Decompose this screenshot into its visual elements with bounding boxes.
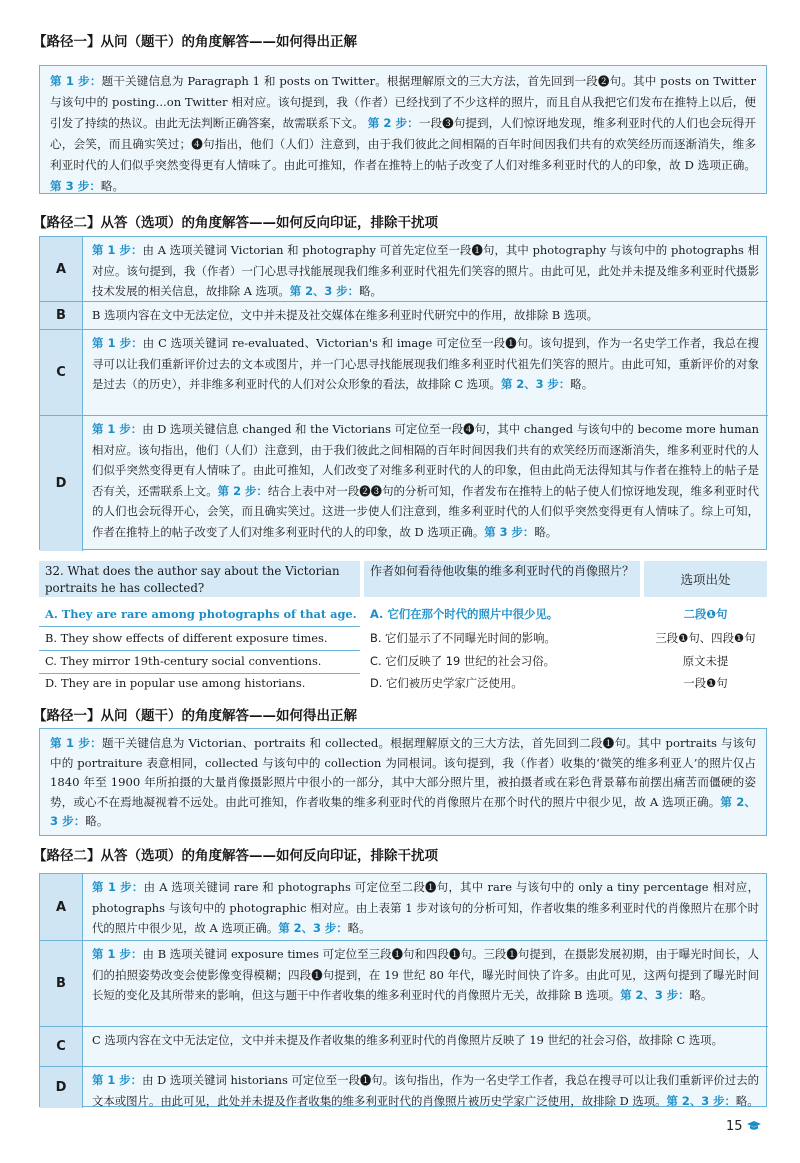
q32-table <box>39 561 767 694</box>
q32-question-zh: 作者如何看待他收集的维多利亚时代的肖像照片？ <box>364 561 640 597</box>
graduation-cap-icon <box>747 1121 761 1131</box>
q32-question: 32. What does the author say about the Victorian portraits he has collected? <box>39 561 360 597</box>
page-number: 15 <box>726 1119 743 1134</box>
section-heading-path1-q32: 【路径一】从问（题干）的角度解答——如何得出正解 <box>33 708 357 724</box>
section-heading-path2-q32: 【路径二】从答（选项）的角度解答——如何反向印证，排除干扰项 <box>33 848 438 864</box>
q32-row-c: C. They mirror 19th-century social conventions. C. 它们反映了 19 世纪的社会习俗。 原文未提 <box>45 654 729 668</box>
q32-path1-box <box>39 728 767 836</box>
q31-path1-box <box>39 65 767 194</box>
q31-path1-text: 第 1 步：题干关键信息为 Paragraph 1 和 posts on Twitter。根据理解原文的三大方法，首先回到一段❷句。其中 posts on Twitter 与该句中的 posting...on Twitter 相对应。该句提到，我（作者）已经找到了不少这样的照片，而且自从我把它们发布在推特上以后，便引发了持续的热议。由此无法判断正确答案，故需联系下文。 第 2 步：一段❸句提到，人们惊讶地发现，维多利亚时代的人们也会玩得开心，会笑，而且确实笑过；❹句指出，他们（人们）注意到，由于我们彼此之间相隔的百年时间因我们共有的欢笑经历而逐渐消失，维多利亚时代的人们似乎突然变得更有人情味了。由此可推知，作者在推特上的帖子改变了人们对维多利亚时代的人的印象，故 D 选项正确。第 3 步：略。 <box>50 74 757 193</box>
q31-option-c: C 第 1 步：由 C 选项关键词 re-evaluated、Victorian's 和 image 可定位至一段❶句。该句提到，作为一名史学工作者，我总在搜寻可以让我们重新评价过去的文本或图片，并一门心思寻找能展现我们维多利亚时代祖先们笑容的照片。由此可知，重新评价的对象是过去（的历史），并非维多利亚时代的人们对公众形象的看法，故排除 C 选项。第 2、3 步：略。 <box>40 329 768 415</box>
q31-options-box <box>39 236 767 550</box>
q32-path1-text: 第 1 步：题干关键信息为 Victorian、portraits 和 collected。根据理解原文的三大方法，首先回到二段❶句。其中 portraits 与该句中的 portraiture 表意相同，collected 与该句中的 collection 为同根词。该句提到，我（作者）收集的‘微笑的维多利亚人’的照片仅占 1840 年至 1900 年所拍摄的大量肖像摄影照片中很小的一部分，其中大部分照片里，被拍摄者或在彩色背景幕布前摆出痛苦而僵硬的姿势，或心不在焉地凝视着不远处。由此可推知，作者收集的维多利亚时代的肖像照片在那个时代的照片中很少见，故 A 选项正确。第 2、3 步：略。 <box>50 736 757 828</box>
q32-row-d: D. They are in popular use among historians. D. 它们被历史学家广泛使用。 一段❶句 <box>45 676 728 690</box>
section-heading-path2: 【路径二】从答（选项）的角度解答——如何反向印证，排除干扰项 <box>33 215 438 231</box>
q32-option-d: D 第 1 步：由 D 选项关键词 historians 可定位至一段❶句。该句指出，作为一名史学工作者，我总在搜寻可以让我们重新评价过去的文本或图片。由此可见，此处并未提及作者收集的维多利亚时代的肖像照片被历史学家广泛使用，故排除 D 选项。第 2、3 步：略。 <box>40 1066 768 1108</box>
q32-row-a: A. They are rare among photographs of that age. A. 它们在那个时代的照片中很少见。 二段❶句 <box>45 607 728 621</box>
q31-option-b: B B 选项内容在文中无法定位，文中并未提及社交媒体在维多利亚时代研究中的作用，故排除 B 选项。 <box>40 301 768 329</box>
q32-option-c: C C 选项内容在文中无法定位，文中并未提及作者收集的维多利亚时代的肖像照片反映了 19 世纪的社会习俗，故排除 C 选项。 <box>40 1026 768 1066</box>
section-heading-path1: 【路径一】从问（题干）的角度解答——如何得出正解 <box>33 34 357 50</box>
q32-option-b: B 第 1 步：由 B 选项关键词 exposure times 可定位至三段❶句和四段❶句。三段❶句提到，在摄影发展初期，由于曝光时间长，人们的拍照姿势改变会使影像变得模糊；四段❶句提到，在 19 世纪 80 年代，曝光时间快了许多。由此可见，这两句提到了曝光时间长短的变化及其所带来的影响，但这与题干中作者收集的维多利亚时代的肖像照片无关，故排除 B 选项。第 2、3 步：略。 <box>40 940 768 1026</box>
q31-option-d: D 第 1 步：由 D 选项关键信息 changed 和 the Victorians 可定位至一段❹句，其中 changed 与该句中的 become more human 相对应。该句指出，他们（人们）注意到，由于我们彼此之间相隔的百年时间因我们共有的欢笑经历而逐渐消失，维多利亚时代的人们似乎突然变得更有人情味了。由此可推知，人们改变了对维多利亚时代的人的印象，但由此尚无法得知其与作者在推特上的帖子是否有关，还需联系上文。第 2 步：结合上表中对一段❷❸句的分析可知，作者发布在推特上的帖子使人们惊讶地发现，维多利亚时代的人们也会玩得开心，会笑，而且确实笑过。这进一步使人们注意到，维多利亚时代的人们似乎突然变得更有人情味了。综上可知，作者在推特上的帖子改变了人们对维多利亚时代的人的印象，故 D 选项正确。第 3 步：略。 <box>40 415 768 551</box>
q32-option-a: A 第 1 步：由 A 选项关键词 rare 和 photographs 可定位至二段❶句，其中 rare 与该句中的 only a tiny percentage 相对应，photographs 与该句中的 photographic 相对应。由上表第 1 步对该句的分析可知，作者收集的维多利亚时代的肖像照片在那个时代的照片中很少见，故 A 选项正确。第 2、3 步：略。 <box>40 874 768 940</box>
q31-option-a: A 第 1 步：由 A 选项关键词 Victorian 和 photography 可首先定位至一段❶句，其中 photography 与该句中的 photographs 相对应。该句提到，我（作者）一门心思寻找能展现我们维多利亚时代祖先们笑容的照片。由此可见，此处并未提及维多利亚时代摄影技术发展的相关信息，故排除 A 选项。第 2、3 步：略。 <box>40 237 768 301</box>
q32-source-header: 选项出处 <box>644 561 767 597</box>
q32-row-b: B. They show effects of different exposure times. B. 它们显示了不同曝光时间的影响。 三段❶句、四段❶句 <box>45 631 756 645</box>
q32-options-box <box>39 873 767 1107</box>
